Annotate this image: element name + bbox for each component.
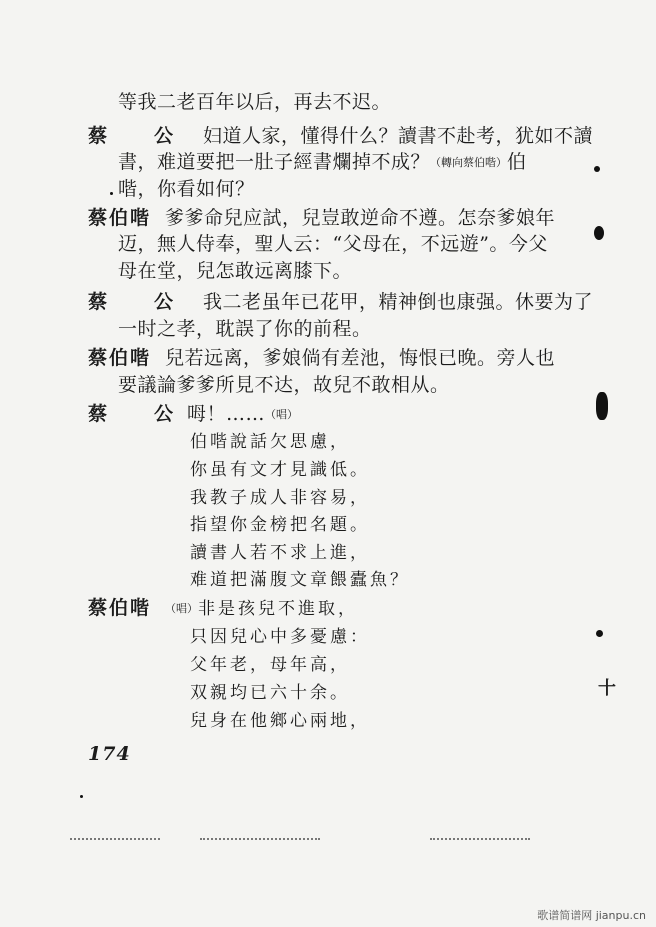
text-line: 書，难道要把一肚子經書爛掉不成？（轉向蔡伯喈）伯	[118, 151, 527, 173]
scan-speck	[594, 226, 604, 240]
margin-mark: 十	[598, 678, 616, 699]
dialogue-line: 蔡伯喈 （唱）非是孩兒不進取，	[88, 597, 359, 619]
text-line: 要議論爹爹所見不达，故兒不敢相从。	[118, 374, 450, 396]
speaker-name: 蔡 公	[88, 125, 188, 147]
dialogue-line: 蔡 公 妇道人家，懂得什么？讀書不赴考，犹如不讀	[88, 125, 594, 147]
dialogue-line: 蔡伯喈 兒若远离，爹娘倘有差池，悔恨已晚。旁人也	[88, 347, 556, 369]
dialogue-line: 蔡 公 我二老虽年已花甲，精神倒也康强。休要为了	[88, 291, 594, 313]
speaker-name: 蔡 公	[88, 403, 188, 425]
scan-edge-dots	[70, 838, 160, 842]
scan-speck	[80, 795, 83, 798]
text-line: 喈，你看如何？	[118, 178, 255, 200]
sung-line: 伯喈說話欠思慮，	[190, 432, 350, 452]
stage-direction: （唱）	[165, 602, 199, 615]
sung-line: 只因兒心中多憂慮：	[190, 627, 370, 647]
scan-speck	[110, 192, 113, 195]
text-line: 母在堂，兒怎敢远离膝下。	[118, 260, 353, 282]
sung-line: 你虽有文才見識低。	[190, 460, 370, 480]
sung-line: 难道把滿腹文章餵蠹魚？	[190, 570, 410, 590]
dialogue-line: 蔡伯喈 爹爹命兒应試，兒豈敢逆命不遵。怎奈爹娘年	[88, 207, 556, 229]
sung-line: 父年老，母年高，	[190, 655, 350, 675]
stage-direction: （轉向蔡伯喈）	[430, 156, 508, 169]
sung-line: 我教子成人非容易，	[190, 488, 370, 508]
text-line: 一时之孝，耽誤了你的前程。	[118, 318, 372, 340]
scan-edge-dots	[200, 838, 320, 842]
scan-speck	[594, 166, 600, 172]
dialogue-line: 蔡 公呣！……（唱）	[88, 403, 299, 425]
speaker-name: 蔡伯喈	[88, 347, 152, 369]
site-watermark: 歌谱简谱网 jianpu.cn	[537, 909, 646, 922]
text-line: 等我二老百年以后，再去不迟。	[118, 91, 392, 113]
stage-direction: （唱）	[265, 408, 299, 421]
sung-line: 讀書人若不求上進，	[190, 543, 370, 563]
speaker-name: 蔡伯喈	[88, 597, 152, 619]
text-line: 迈，無人侍奉，聖人云：“父母在，不远遊”。今父	[118, 233, 548, 255]
sung-line: 指望你金榜把名題。	[190, 515, 370, 535]
page-number: 174	[88, 743, 131, 765]
speaker-name: 蔡伯喈	[88, 207, 152, 229]
scan-edge-dots	[430, 838, 530, 842]
scan-speck	[596, 392, 608, 420]
sung-line: 双親均已六十余。	[190, 683, 350, 703]
speaker-name: 蔡 公	[88, 291, 188, 313]
sung-line: 兒身在他鄉心兩地，	[190, 711, 370, 731]
scan-speck	[596, 630, 603, 637]
